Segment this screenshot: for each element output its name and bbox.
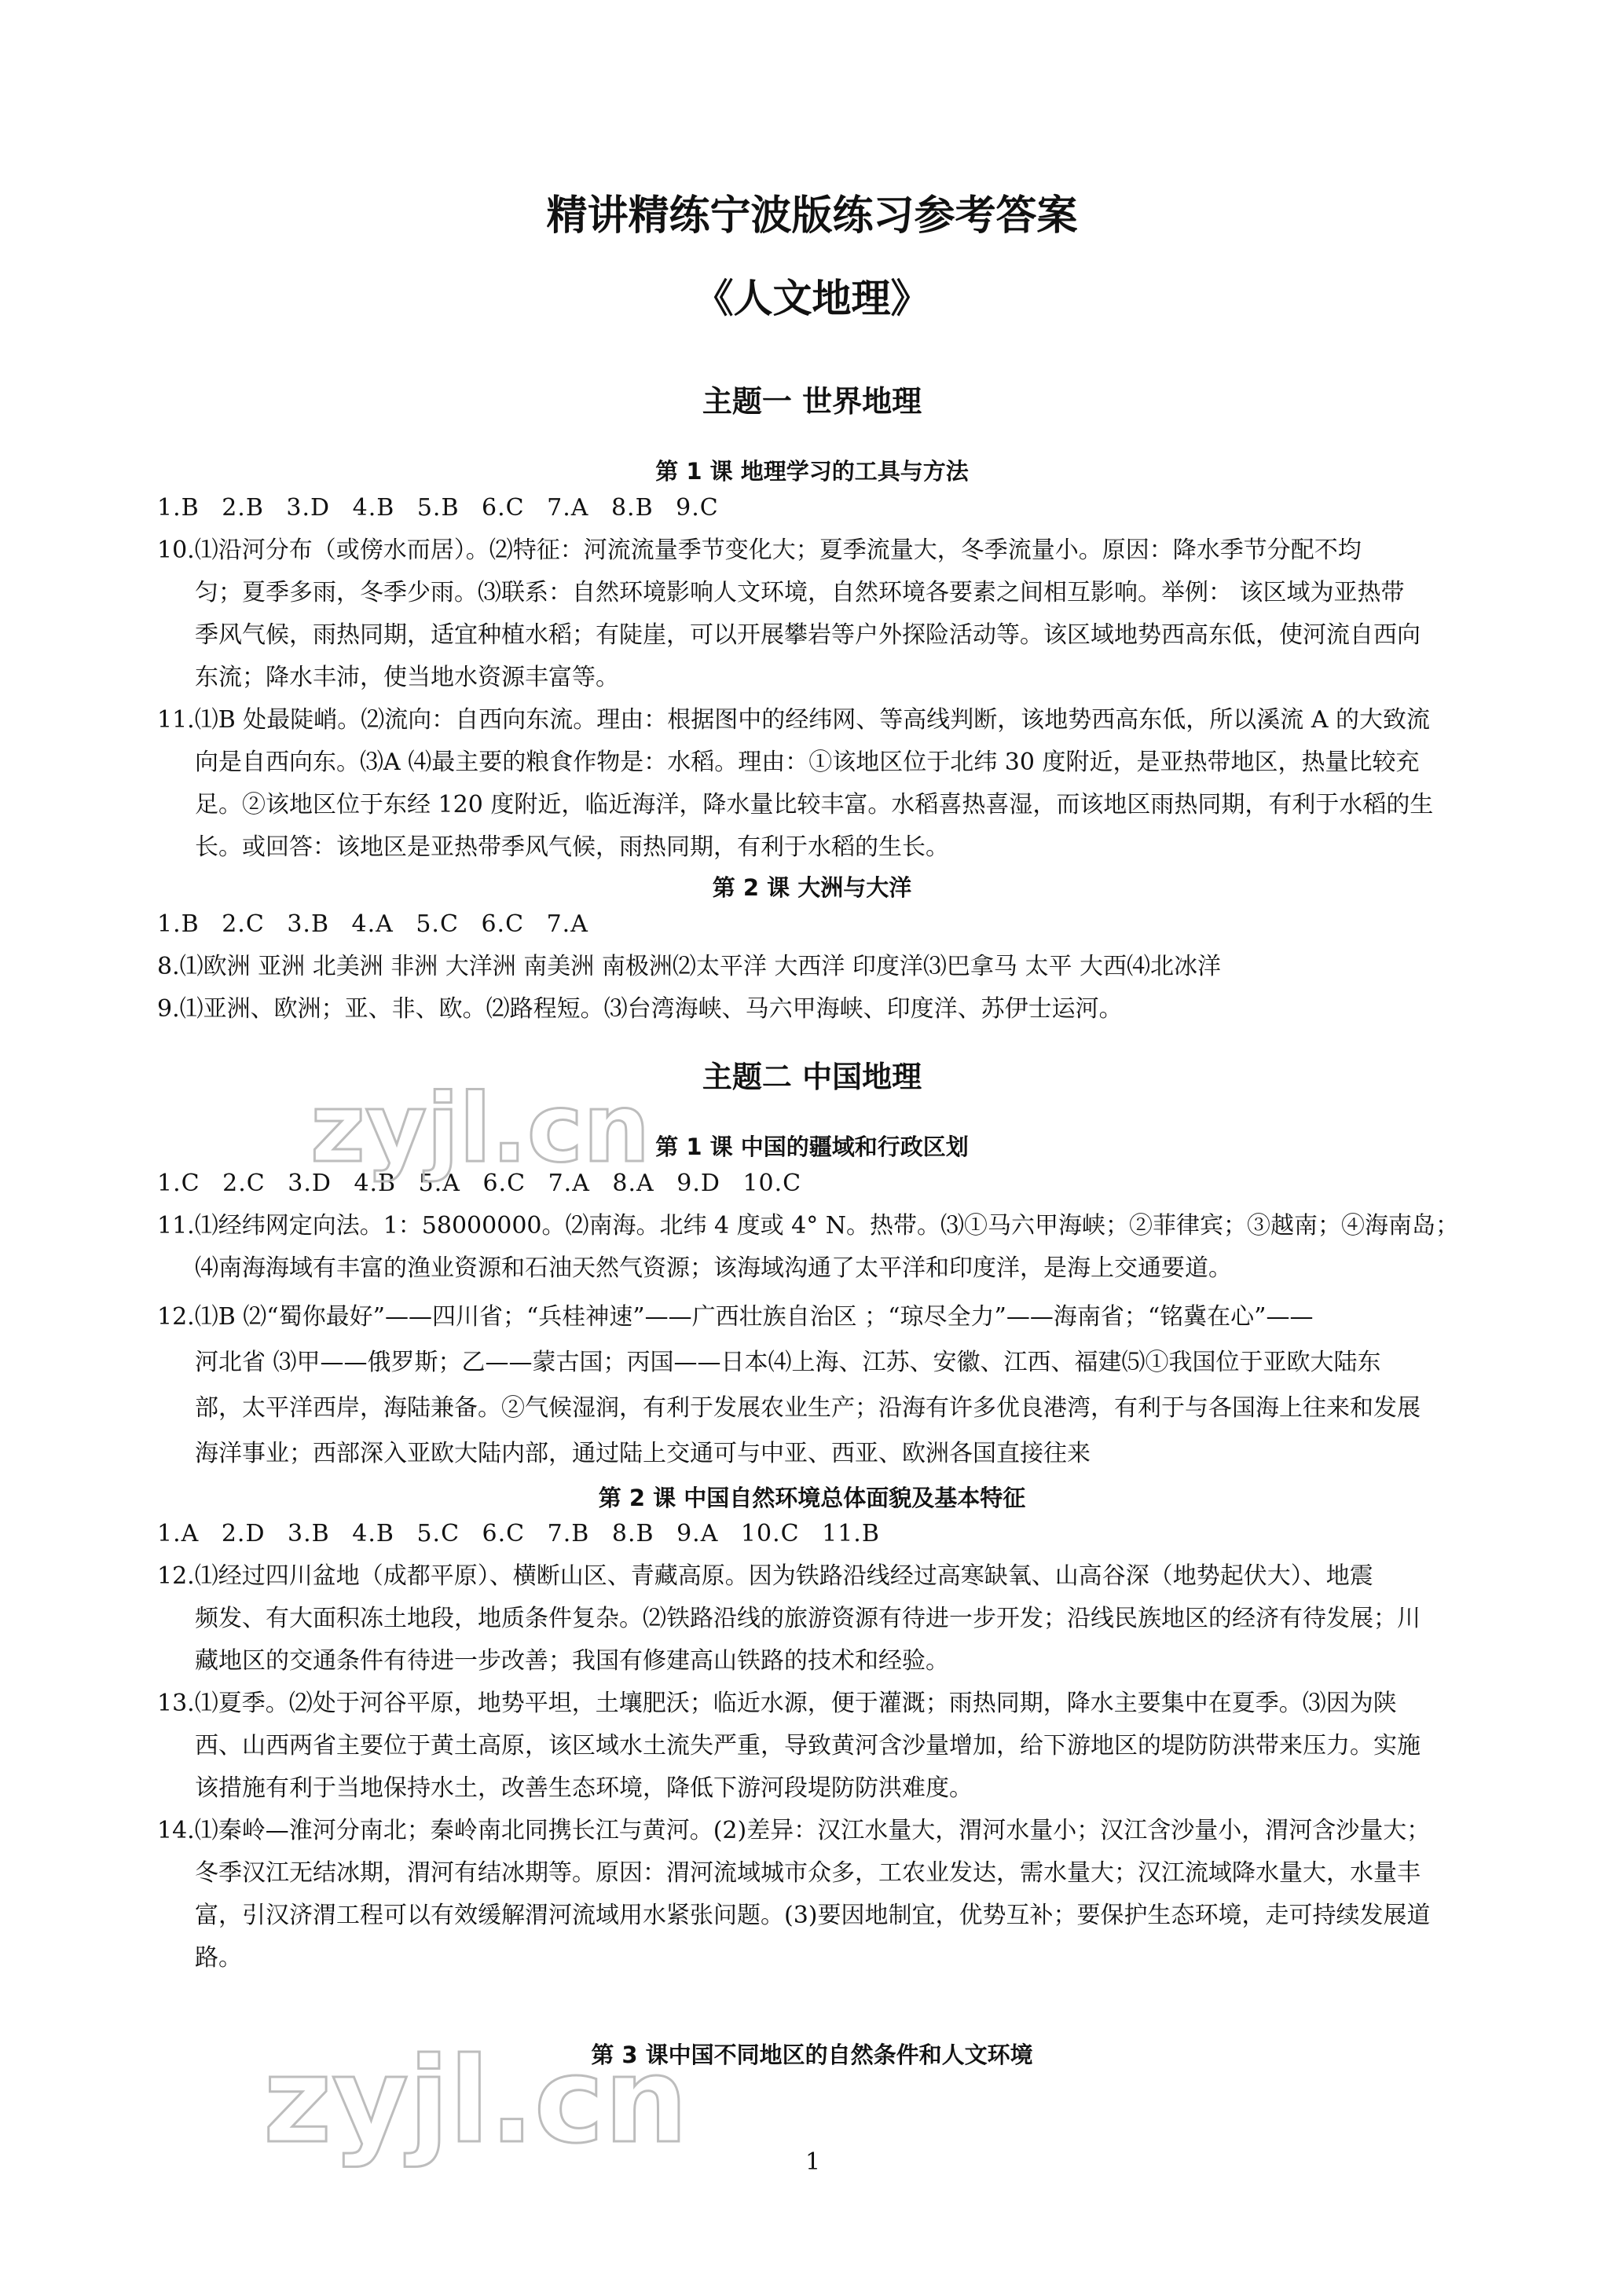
- document-title: 精讲精练宁波版练习参考答案: [546, 192, 1078, 240]
- q11-line: 11.⑴经纬网定向法。1：58000000。⑵南海。北纬 4 度或 4° N。热带。⑶①马六甲海峡；②菲律宾；③越南；④海南岛；: [157, 1212, 1460, 1240]
- q10-line: 10.⑴沿河分布（或傍水而居）。⑵特征：河流流量季节变化大；夏季流量大，冬季流量小。原因：降水季节分配不均: [157, 536, 1362, 564]
- topic1-lesson2-q9: 9.⑴亚洲、欧洲；亚、非、欧。⑵路程短。⑶台湾海峡、马六甲海峡、印度洋、苏伊士运河。: [157, 995, 1123, 1023]
- topic1-lesson1-answers: 1.B 2.B 3.D 4.B 5.B 6.C 7.A 8.B 9.C: [157, 494, 719, 522]
- q13-line: 该措施有利于当地保持水土，改善生态环境，降低下游河段堤防防洪难度。: [195, 1774, 973, 1802]
- topic1-heading: 主题一 世界地理: [702, 384, 922, 419]
- q13-line: 西、山西两省主要位于黄土高原，该区域水土流失严重，导致黄河含沙量增加，给下游地区的堤防防洪带来压力。实施: [195, 1732, 1421, 1760]
- q14-line: 冬季汉江无结冰期，渭河有结冰期等。原因：渭河流域城市众多，工农业发达，需水量大；汉江流域降水量大，水量丰: [195, 1859, 1421, 1887]
- topic1-lesson1-heading: 第 1 课 地理学习的工具与方法: [655, 458, 969, 485]
- topic1-lesson2-answers: 1.B 2.C 3.B 4.A 5.C 6.C 7.A: [157, 910, 588, 938]
- q12-line: 频发、有大面积冻土地段，地质条件复杂。⑵铁路沿线的旅游资源有待进一步开发；沿线民族地区的经济有待发展；川: [195, 1605, 1421, 1632]
- q14-line: 富，引汉济渭工程可以有效缓解渭河流域用水紧张问题。(3)要因地制宜，优势互补；要保护生态环境，走可持续发展道: [195, 1902, 1431, 1929]
- watermark: zyjl.cn: [263, 2033, 688, 2170]
- topic2-lesson2-heading: 第 2 课 中国自然环境总体面貌及基本特征: [598, 1485, 1026, 1511]
- q10-line: 季风气候，雨热同期，适宜种植水稻；有陡崖，可以开展攀岩等户外探险活动等。该区域地势西高东低，使河流自西向: [195, 621, 1421, 649]
- q11-line: 足。②该地区位于东经 120 度附近，临近海洋，降水量比较丰富。水稻喜热喜湿，而该地区雨热同期，有利于水稻的生: [195, 791, 1434, 818]
- topic2-lesson2-q13: [157, 1683, 1421, 1810]
- topic1-lesson2-heading: 第 2 课 大洲与大洋: [712, 874, 912, 901]
- q12-line: 12.⑴B ⑵“蜀你最好”——四川省；“兵桂神速”——广西壮族自治区 ；“琼尽全力”——海南省；“铭冀在心”——: [157, 1303, 1314, 1331]
- q12-line: 部，太平洋西岸，海陆兼备。②气候湿润，有利于发展农业生产；沿海有许多优良港湾，有利于与各国海上往来和发展: [195, 1394, 1421, 1422]
- page-number: 1: [805, 2148, 821, 2176]
- document-subtitle: 《人文地理》: [694, 276, 930, 321]
- q12-line: 河北省 ⑶甲——俄罗斯；乙——蒙古国；丙国——日本⑷上海、江苏、安徽、江西、福建⑸①我国位于亚欧大陆东: [195, 1349, 1381, 1376]
- q11-line: ⑷南海海域有丰富的渔业资源和石油天然气资源；该海域沟通了太平洋和印度洋，是海上交通要道。: [195, 1254, 1232, 1282]
- topic2-lesson1-q11: [157, 1205, 1459, 1290]
- q11-line: 11.⑴B 处最陡峭。⑵流向：自西向东流。理由：根据图中的经纬网、等高线判断，该地势西高东低，所以溪流 A 的大致流: [157, 706, 1431, 734]
- q11-line: 向是自西向东。⑶A ⑷最主要的粮食作物是：水稻。理由：①该地区位于北纬 30 度附近，是亚热带地区，热量比较充: [195, 749, 1420, 776]
- q13-line: 13.⑴夏季。⑵处于河谷平原，地势平坦，土壤肥沃；临近水源，便于灌溉；雨热同期，降水主要集中在夏季。⑶因为陕: [157, 1690, 1397, 1717]
- topic2-lesson1-answers: 1.C 2.C 3.D 4.B 5.A 6.C 7.A 8.A 9.D 10.C: [157, 1170, 802, 1197]
- q14-line: 14.⑴秦岭—淮河分南北；秦岭南北同携长江与黄河。(2)差异：汉江水量大，渭河水量小；汉江含沙量小，渭河含沙量大；: [157, 1817, 1431, 1844]
- q12-line: 12.⑴经过四川盆地（成都平原）、横断山区、青藏高原。因为铁路沿线经过高寒缺氧、山高谷深（地势起伏大）、地震: [157, 1562, 1373, 1590]
- q11-line: 长。或回答：该地区是亚热带季风气候，雨热同期，有利于水稻的生长。: [195, 833, 949, 861]
- q10-line: 东流；降水丰沛，使当地水资源丰富等。: [195, 664, 619, 691]
- topic2-lesson2-q12: [157, 1555, 1421, 1683]
- q14-line: 路。: [195, 1944, 242, 1972]
- topic2-lesson3-heading: 第 3 课中国不同地区的自然条件和人文环境: [591, 2041, 1033, 2068]
- q12-line: 海洋事业；西部深入亚欧大陆内部，通过陆上交通可与中亚、西亚、欧洲各国直接往来: [195, 1440, 1091, 1467]
- topic2-lesson1-heading: 第 1 课 中国的疆域和行政区划: [655, 1133, 969, 1160]
- watermark: zyjl.cn: [310, 1075, 651, 1184]
- q10-line: 匀；夏季多雨，冬季少雨。⑶联系：自然环境影响人文环境，自然环境各要素之间相互影响。举例： 该区域为亚热带: [195, 579, 1405, 606]
- topic2-heading: 主题二 中国地理: [702, 1060, 922, 1094]
- q12-line: 藏地区的交通条件有待进一步改善；我国有修建高山铁路的技术和经验。: [195, 1647, 949, 1675]
- topic2-lesson2-q14: [157, 1810, 1431, 1979]
- topic1-lesson1-q11: [157, 699, 1433, 869]
- topic2-lesson1-q12: [157, 1294, 1421, 1477]
- topic2-lesson2-answers: 1.A 2.D 3.B 4.B 5.C 6.C 7.B 8.B 9.A 10.C 11.B: [157, 1520, 880, 1547]
- topic1-lesson2-q8: 8.⑴欧洲 亚洲 北美洲 非洲 大洋洲 南美洲 南极洲⑵太平洋 大西洋 印度洋⑶巴拿马 太平 大西⑷北冰洋: [157, 953, 1221, 980]
- topic1-lesson1-q10: [157, 529, 1421, 699]
